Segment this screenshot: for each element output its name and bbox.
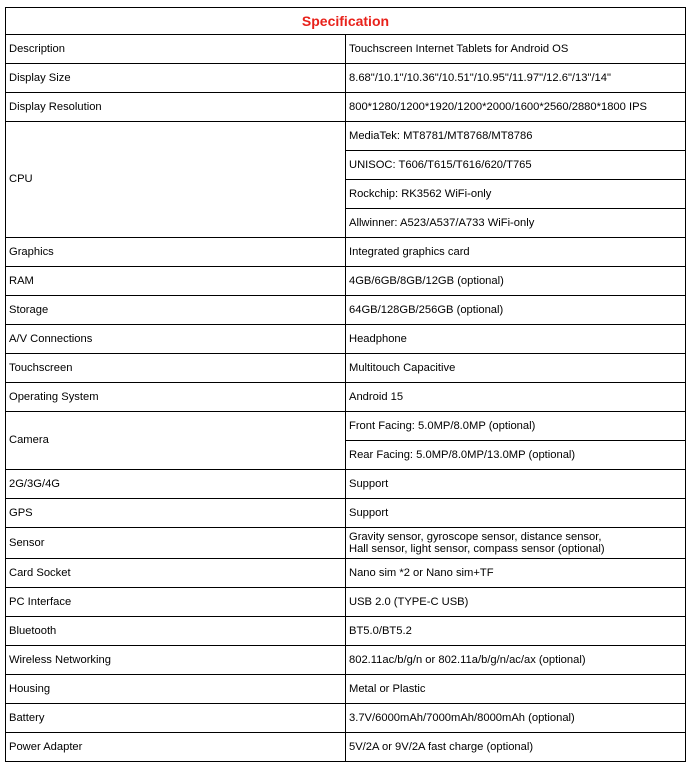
row-value-touchscreen: Multitouch Capacitive (346, 354, 686, 383)
table-row-gps (6, 499, 686, 528)
row-label-bluetooth: Bluetooth (6, 617, 346, 646)
row-label-power-adapter: Power Adapter (6, 733, 346, 762)
row-value-description: Touchscreen Internet Tablets for Android OS (346, 35, 686, 64)
row-label-gps: GPS (6, 499, 346, 528)
row-value-camera-front: Front Facing: 5.0MP/8.0MP (optional) (346, 412, 686, 441)
row-label-av-connections: A/V Connections (6, 325, 346, 354)
row-value-sensor (346, 528, 686, 559)
table-row-camera (6, 412, 686, 441)
table-row-ram (6, 267, 686, 296)
row-label-display-resolution: Display Resolution (6, 93, 346, 122)
table-row-housing (6, 675, 686, 704)
row-label-battery: Battery (6, 704, 346, 733)
table-row-storage (6, 296, 686, 325)
table-row-card-socket (6, 559, 686, 588)
table-row-operating-system (6, 383, 686, 412)
row-label-display-size: Display Size (6, 64, 346, 93)
row-value-pc-interface: USB 2.0 (TYPE-C USB) (346, 588, 686, 617)
row-value-network: Support (346, 470, 686, 499)
row-value-card-socket: Nano sim *2 or Nano sim+TF (346, 559, 686, 588)
row-value-bluetooth: BT5.0/BT5.2 (346, 617, 686, 646)
row-value-ram: 4GB/6GB/8GB/12GB (optional) (346, 267, 686, 296)
table-row-sensor (6, 528, 686, 559)
table-row-description (6, 35, 686, 64)
row-label-cpu: CPU (6, 122, 346, 238)
row-label-ram: RAM (6, 267, 346, 296)
row-value-cpu-unisoc: UNISOC: T606/T615/T616/620/T765 (346, 151, 686, 180)
row-label-storage: Storage (6, 296, 346, 325)
row-value-power-adapter: 5V/2A or 9V/2A fast charge (optional) (346, 733, 686, 762)
row-label-description: Description (6, 35, 346, 64)
row-label-camera: Camera (6, 412, 346, 470)
row-value-battery: 3.7V/6000mAh/7000mAh/8000mAh (optional) (346, 704, 686, 733)
row-value-display-resolution: 800*1280/1200*1920/1200*2000/1600*2560/2880*1800 IPS (346, 93, 686, 122)
sensor-line-2: Hall sensor, light sensor, compass sensor (optional) (349, 543, 605, 555)
table-row-wireless (6, 646, 686, 675)
row-label-pc-interface: PC Interface (6, 588, 346, 617)
table-row-battery (6, 704, 686, 733)
row-label-sensor: Sensor (6, 528, 346, 559)
row-value-av-connections: Headphone (346, 325, 686, 354)
row-label-housing: Housing (6, 675, 346, 704)
row-value-cpu-mediatek: MediaTek: MT8781/MT8768/MT8786 (346, 122, 686, 151)
row-label-card-socket: Card Socket (6, 559, 346, 588)
table-row-pc-interface (6, 588, 686, 617)
table-row-touchscreen (6, 354, 686, 383)
row-label-operating-system: Operating System (6, 383, 346, 412)
table-title-row (6, 8, 686, 35)
row-value-wireless: 802.11ac/b/g/n or 802.11a/b/g/n/ac/ax (optional) (346, 646, 686, 675)
table-row-power-adapter (6, 733, 686, 762)
table-row-graphics (6, 238, 686, 267)
row-value-operating-system: Android 15 (346, 383, 686, 412)
table-row-display-resolution (6, 93, 686, 122)
table-row-av-connections (6, 325, 686, 354)
row-label-wireless: Wireless Networking (6, 646, 346, 675)
row-label-network: 2G/3G/4G (6, 470, 346, 499)
row-value-cpu-allwinner: Allwinner: A523/A537/A733 WiFi-only (346, 209, 686, 238)
sensor-line-1: Gravity sensor, gyroscope sensor, distance sensor, (349, 531, 602, 543)
table-row-display-size (6, 64, 686, 93)
row-value-gps: Support (346, 499, 686, 528)
row-value-graphics: Integrated graphics card (346, 238, 686, 267)
table-row-cpu (6, 122, 686, 151)
row-label-graphics: Graphics (6, 238, 346, 267)
row-value-storage: 64GB/128GB/256GB (optional) (346, 296, 686, 325)
row-value-housing: Metal or Plastic (346, 675, 686, 704)
table-row-bluetooth (6, 617, 686, 646)
table-row-network (6, 470, 686, 499)
row-label-touchscreen: Touchscreen (6, 354, 346, 383)
table-title: Specification (6, 8, 686, 35)
row-value-display-size: 8.68"/10.1"/10.36"/10.51"/10.95"/11.97"/12.6"/13"/14" (346, 64, 686, 93)
row-value-camera-rear: Rear Facing: 5.0MP/8.0MP/13.0MP (optional) (346, 441, 686, 470)
specification-table (5, 7, 686, 762)
row-value-cpu-rockchip: Rockchip: RK3562 WiFi-only (346, 180, 686, 209)
